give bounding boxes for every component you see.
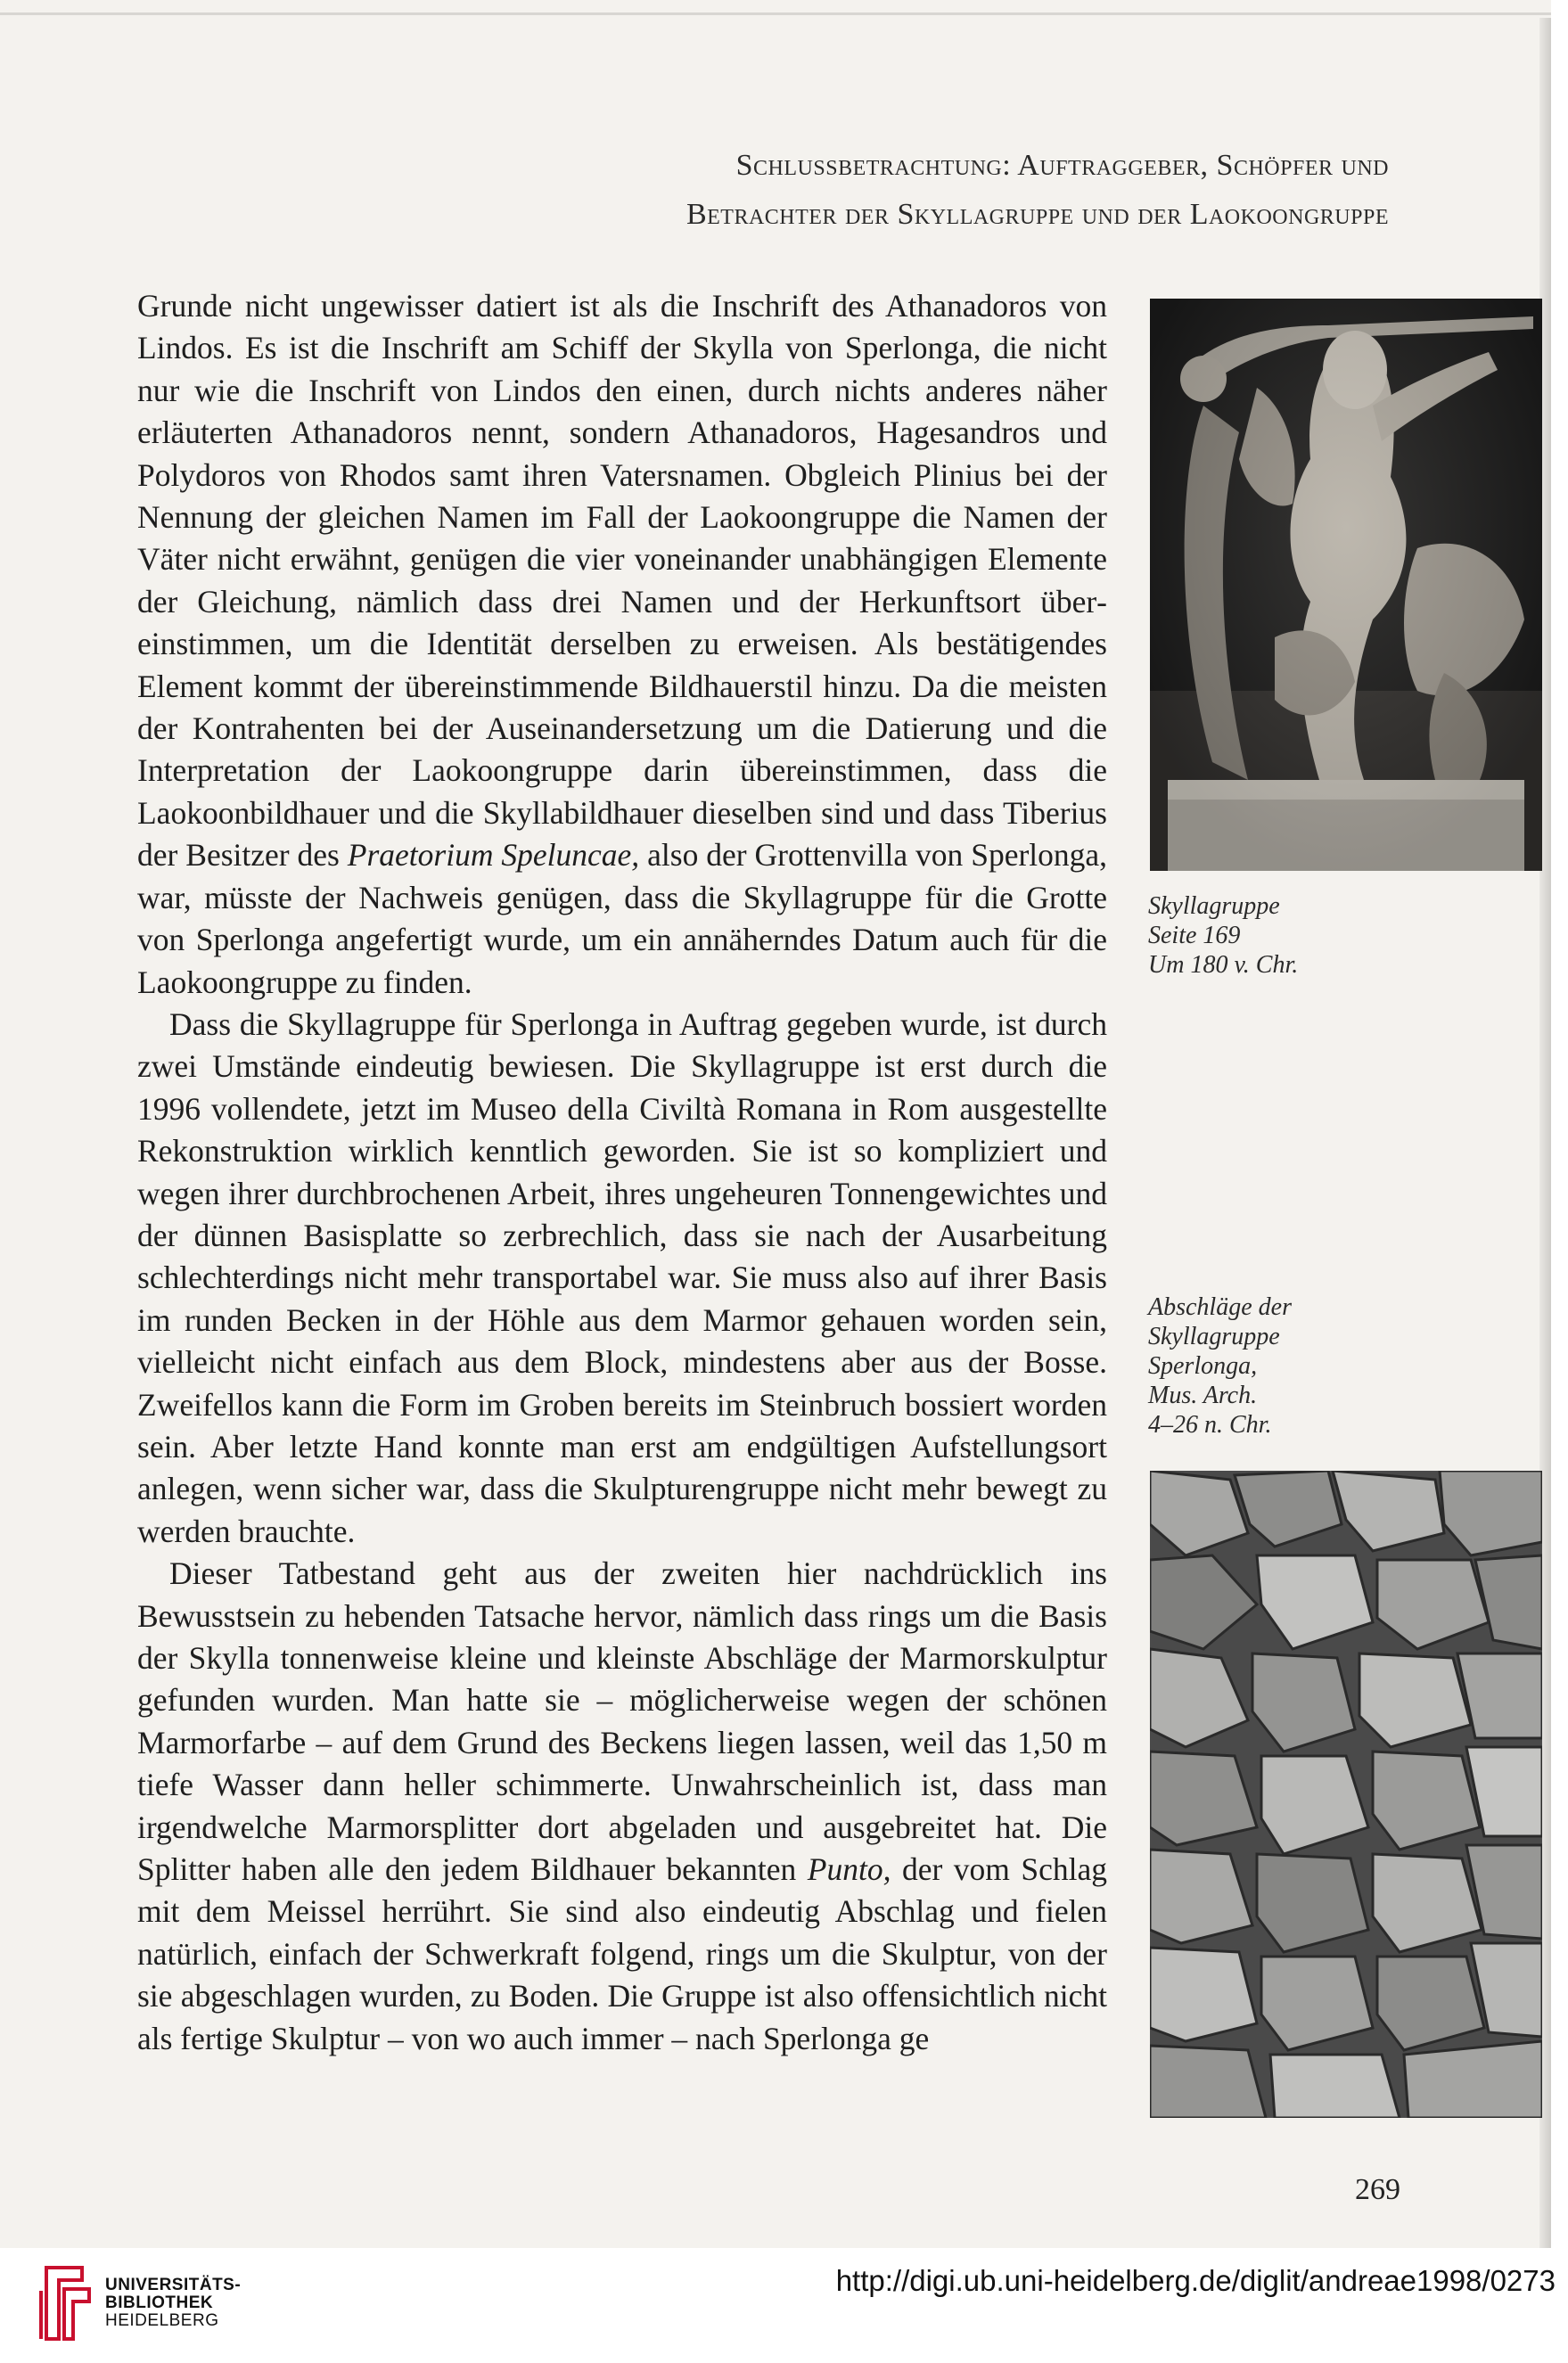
paragraph-3-part-a: Dieser Tatbestand geht aus der zweiten hier nachdrücklich ins Bewusstsein zu hebenden Tatsache hervor, nämlich dass rings um die Basis der Skylla tonnenweise kleine und kleinste Abschläge der Marmorskulptur gefunden wurden. Man hatte sie – möglicherweise wegen der schönen Marmorfarbe – auf dem Grund des Beckens liegen lassen, weil das 1,50 m tiefe Wasser dann heller schimmerte. Unwahrscheinlich ist, dass man irgendwelche Marmorsplitter dort abgeladen und ausgebreitet hat. Die Splitter haben alle den jedem Bildhauer bekannten bbox=[137, 1555, 1107, 1888]
source-url-link[interactable]: http://digi.ub.uni-heidelberg.de/diglit/andreae1998/0273 bbox=[835, 2264, 1556, 2297]
page-number: 269 bbox=[1355, 2173, 1400, 2206]
library-logo-icon bbox=[37, 2264, 94, 2342]
caption-2-line-5: 4–26 n. Chr. bbox=[1148, 1411, 1272, 1439]
skylla-group-photo bbox=[1150, 299, 1542, 871]
caption-skylla-group bbox=[1148, 891, 1298, 980]
library-name-line-1: UNIVERSITÄTS- bbox=[105, 2276, 242, 2294]
header-line-1: Schlussbetrachtung: Auftraggeber, Schöpfer und bbox=[735, 149, 1389, 182]
marble-chips-photo bbox=[1150, 1471, 1542, 2118]
header-line-2: Betrachter der Skyllagruppe und der Laokoongruppe bbox=[685, 198, 1389, 231]
caption-marble-chips bbox=[1148, 1292, 1292, 1440]
footer-bar bbox=[0, 2248, 1568, 2363]
paragraph-1 bbox=[137, 285, 1107, 1004]
library-name bbox=[105, 2277, 241, 2330]
paragraph-1-part-b: also der Grottenvilla von Sperlonga, war, müsste der Nachweis genügen, dass die Skyllagruppe für die Grotte von Sperlonga angefertigt wurde, um ein annäherndes Datum auch für die Laokoongruppe zu finden. bbox=[137, 837, 1108, 1000]
caption-2-line-3: Sperlonga, bbox=[1148, 1352, 1258, 1380]
caption-2-line-4: Mus. Arch. bbox=[1148, 1382, 1258, 1409]
caption-1-line-1: Skyllagruppe bbox=[1148, 892, 1280, 920]
running-header bbox=[319, 141, 1389, 239]
paragraph-3-part-b: der vom Schlag mit dem Meissel herrührt. Sie sind also eindeutig Abschlag und fielen natürlich, einfach der Schwerkraft folgend, rings um die Skulptur, von der sie abgeschlagen wurden, zu Boden. Die Gruppe ist also offensichtlich nicht als fertige Skulptur – von wo auch immer – nach Sperlonga ge bbox=[137, 1851, 1107, 2056]
paragraph-3-italic: Punto, bbox=[807, 1851, 891, 1888]
caption-2-line-2: Skyllagruppe bbox=[1148, 1323, 1280, 1350]
skylla-group-image bbox=[1150, 299, 1542, 871]
caption-2-line-1: Abschläge der bbox=[1148, 1293, 1292, 1321]
library-name-line-3: HEIDELBERG bbox=[105, 2311, 219, 2330]
page-top-edge bbox=[0, 12, 1551, 15]
marble-chips-image bbox=[1150, 1471, 1542, 2118]
main-text bbox=[137, 285, 1107, 2060]
caption-1-line-2: Seite 169 bbox=[1148, 922, 1241, 949]
paragraph-1-part-a: Grunde nicht ungewisser datiert ist als die Inschrift des Athanadoros von Lindos. Es ist die Inschrift am Schiff der Skylla von Sperlonga, die nicht nur wie die Inschrift von Lindos den einen, durch nichts anderes näher erläuterten Athanadoros nennt, sondern Athanadoros, Hagesandros und Polydoros von Rhodos samt ihren Vatersnamen. Obgleich Plinius bei der Nennung der gleichen Namen im Fall der Laokoongruppe die Namen der Väter nicht erwähnt, genügen die vier voneinander unabhängigen Elemente der Gleichung, nämlich dass drei Namen und der Herkunftsort übereinstimmen, um die Identität derselben zu erweisen. Als bestätigendes Element kommt der übereinstimmende Bildhauerstil hinzu. Da die meisten der Kontrahenten bei der Auseinandersetzung um die Datierung und die Interpretation der Laokoongruppe darin übereinstimmen, dass die Laokoonbildhauer und die Skyllabildhauer dieselben sind und dass Tiberius der Besitzer des bbox=[137, 288, 1107, 874]
paragraph-3 bbox=[137, 1553, 1107, 2060]
library-name-line-2: BIBLIOTHEK bbox=[105, 2293, 214, 2312]
paragraph-1-italic: Praetorium Speluncae, bbox=[347, 837, 640, 874]
paragraph-2: Dass die Skyllagruppe für Sperlonga in Auftrag gegeben wurde, ist durch zwei Umstände eindeutig bewiesen. Die Skyllagruppe ist erst durch die 1996 vollendete, jetzt im Museo della Civiltà Romana in Rom ausgestellte Rekonstruktion wirklich kenntlich geworden. Sie ist so kompliziert und wegen ihrer durchbrochenen Arbeit, ihres ungeheuren Tonnengewichtes und der dünnen Basisplatte so zerbrechlich, dass sie nach der Ausarbeitung schlechterdings nicht mehr transportabel war. Sie muss also auf ihrer Basis im runden Becken in der Höhle aus dem Marmor gehauen worden sein, vielleicht nicht einfach aus dem Block, mindestens aber aus der Bosse. Zweifellos kann die Form im Groben bereits im Steinbruch bossiert worden sein. Aber letzte Hand konnte man erst am endgültigen Aufstellungsort anlegen, wenn sicher war, dass die Skulpturengruppe nicht mehr bewegt zu werden brauchte. bbox=[137, 1005, 1107, 1549]
caption-1-line-3: Um 180 v. Chr. bbox=[1148, 951, 1299, 979]
